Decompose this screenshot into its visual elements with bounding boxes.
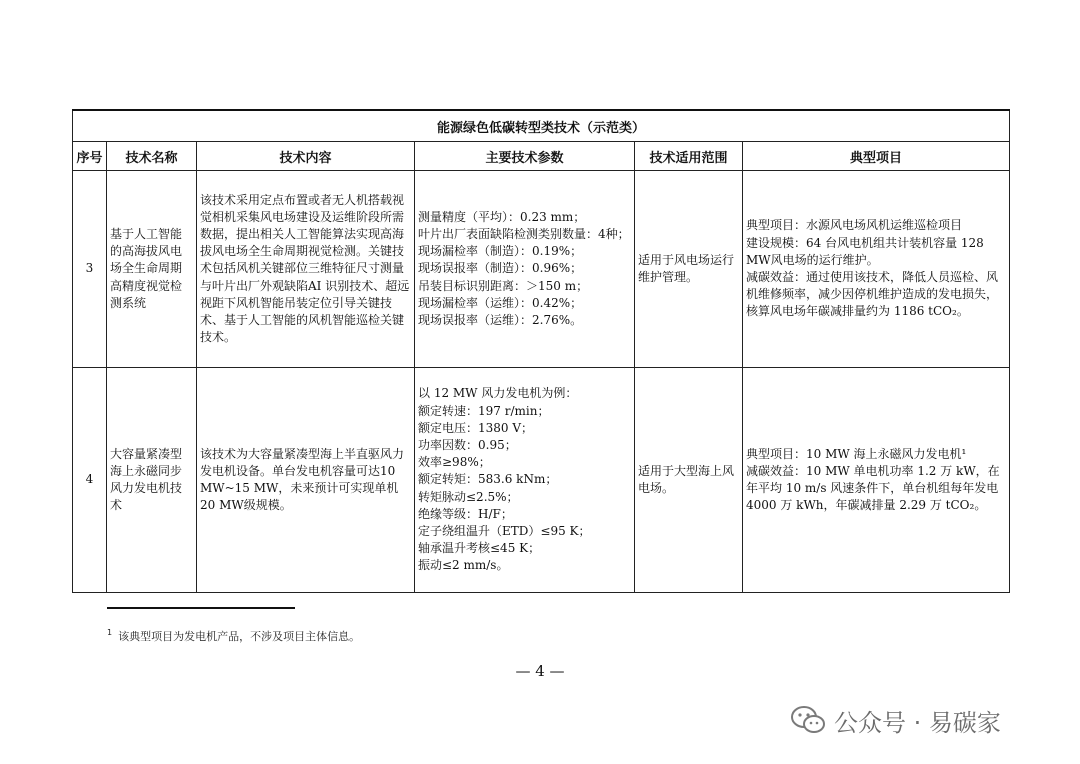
table-title-row: [73, 110, 1010, 142]
header-no: 序号: [73, 142, 107, 171]
table-title: 能源绿色低碳转型类技术（示范类）: [73, 110, 1010, 142]
footnote: [107, 628, 360, 644]
header-name: 技术名称: [107, 142, 197, 171]
row-no: 4: [73, 368, 107, 593]
table-row: [73, 368, 1010, 593]
row-no: 3: [73, 171, 107, 368]
page-number: — 4 —: [515, 662, 565, 680]
watermark: [790, 700, 1001, 740]
row-tech-params: 测量精度（平均）：0.23 mm； 叶片出厂表面缺陷检测类别数量：4种； 现场漏检率（制造）：0.19%； 现场误报率（制造）：0.96%； 吊装目标识别距离：＞150 m； 现场漏检率（运维）：0.42%； 现场误报率（运维）：2.76%。: [415, 171, 635, 368]
table-header-row: [73, 142, 1010, 171]
row-typical-project: 典型项目：10 MW 海上永磁风力发电机¹ 减碳效益：10 MW 单电机功率 1.2 万 kW，在年平均 10 m/s 风速条件下，单台机组每年发电 4000 万 kWh，年碳减排量 2.29 万 tCO₂。: [743, 368, 1010, 593]
header-project: 典型项目: [743, 142, 1010, 171]
header-content: 技术内容: [197, 142, 415, 171]
row-tech-params: 以 12 MW 风力发电机为例： 额定转速：197 r/min； 额定电压：1380 V； 功率因数：0.95； 效率≥98%； 额定转矩：583.6 kNm； 转矩脉动≤2.5%； 绝缘等级：H/F； 定子绕组温升（ETD）≤95 K； 轴承温升考核≤45 K； 振动≤2 mm/s。: [415, 368, 635, 593]
footnote-separator: [107, 607, 295, 609]
header-scope: 技术适用范围: [635, 142, 743, 171]
header-params: 主要技术参数: [415, 142, 635, 171]
row-tech-name: 大容量紧凑型海上永磁同步风力发电机技术: [107, 368, 197, 593]
wechat-icon: [790, 705, 826, 735]
tech-table: [72, 109, 1010, 593]
row-tech-scope: 适用于大型海上风电场。: [635, 368, 743, 593]
table-row: [73, 171, 1010, 368]
row-tech-scope: 适用于风电场运行维护管理。: [635, 171, 743, 368]
footnote-text: 该典型项目为发电机产品，不涉及项目主体信息。: [118, 630, 361, 643]
footnote-marker: 1: [107, 628, 113, 638]
watermark-text: 公众号 · 易碳家: [834, 708, 1001, 737]
row-tech-content: 该技术为大容量紧凑型海上半直驱风力发电机设备。单台发电机容量可达10 MW~15 MW，未来预计可实现单机20 MW级规模。: [197, 368, 415, 593]
row-tech-name: 基于人工智能的高海拔风电场全生命周期高精度视觉检测系统: [107, 171, 197, 368]
row-tech-content: 该技术采用定点布置或者无人机搭载视觉相机采集风电场建设及运维阶段所需数据，提出相关人工智能算法实现高海拔风电场全生命周期视觉检测。关键技术包括风机关键部位三维特征尺寸测量与叶片出厂外观缺陷AI 识别技术、超远视距下风机智能吊装定位引导关键技术、基于人工智能的风机智能巡检关键技术。: [197, 171, 415, 368]
row-typical-project: 典型项目：水源风电场风机运维巡检项目 建设规模：64 台风电机组共计装机容量 128 MW风电场的运行维护。 减碳效益：通过使用该技术，降低人员巡检、风机维修频率，减少因停机维护造成的发电损失，核算风电场年碳减排量约为 1186 tCO₂。: [743, 171, 1010, 368]
